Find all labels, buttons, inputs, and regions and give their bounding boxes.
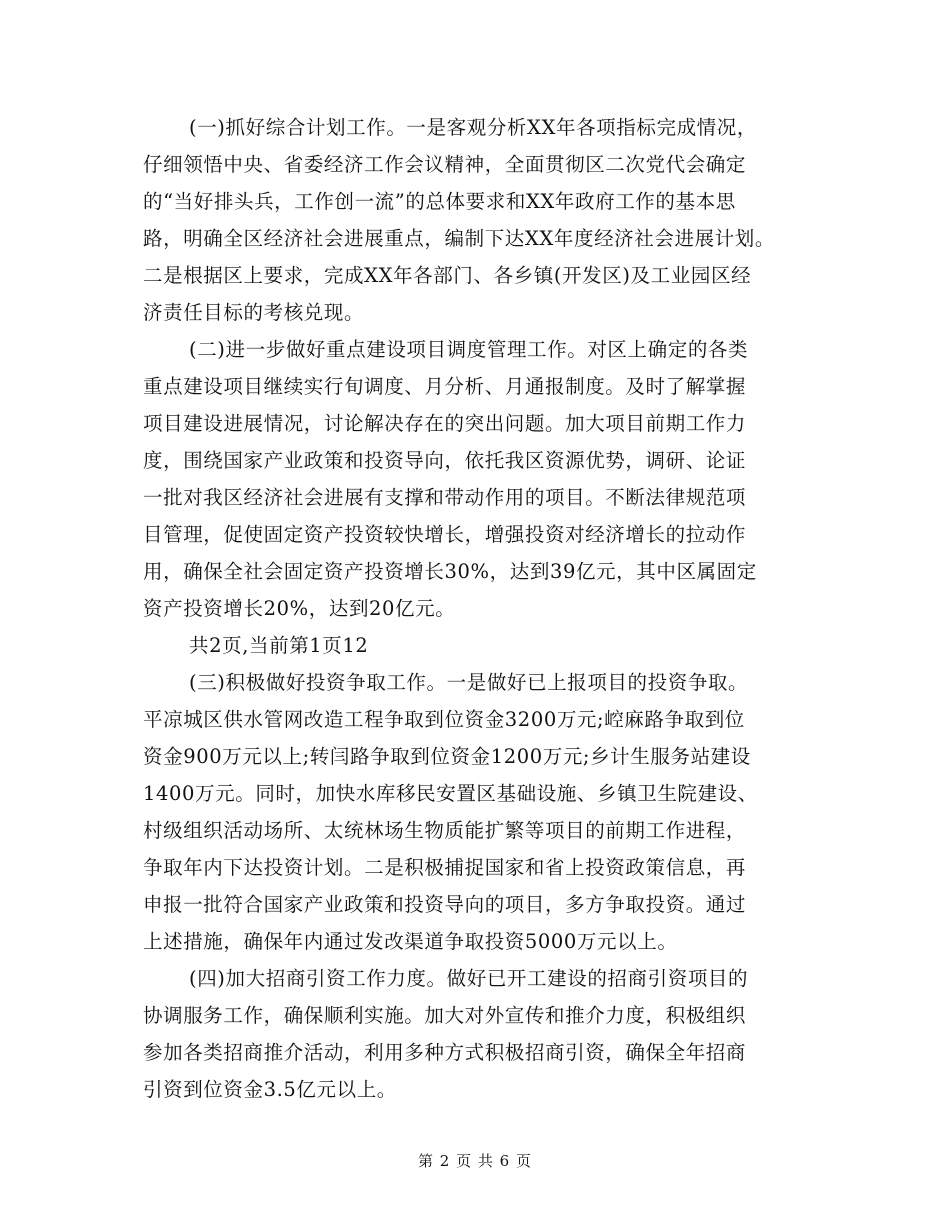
- page-footer: 第 2 页 共 6 页: [418, 1152, 532, 1170]
- text-line: 平凉城区供水管网改造工程争取到位资金3200万元;崆麻路争取到位: [143, 708, 745, 731]
- text-line: 仔细领悟中央、省委经济工作会议精神，全面贯彻区二次党代会确定: [143, 153, 747, 176]
- text-line: (四)加大招商引资工作力度。做好已开工建设的招商引资项目的: [189, 967, 749, 990]
- text-line: 目管理，促使固定资产投资较快增长，增强投资对经济增长的拉动作: [143, 523, 747, 546]
- text-line: 协调服务工作，确保顺利实施。加大对外宣传和推介力度，积极组织: [143, 1004, 747, 1027]
- text-line: 重点建设项目继续实行旬调度、月分析、月通报制度。及时了解掌握: [143, 375, 747, 398]
- text-line: (二)进一步做好重点建设项目调度管理工作。对区上确定的各类: [189, 338, 749, 361]
- text-line: 资产投资增长20%，达到20亿元。: [143, 597, 456, 620]
- text-line: 项目建设进展情况，讨论解决存在的突出问题。加大项目前期工作力: [143, 412, 747, 435]
- text-line: 度，围绕国家产业政策和投资导向，依托我区资源优势，调研、论证: [143, 449, 747, 472]
- text-line: 村级组织活动场所、太统林场生物质能扩繁等项目的前期工作进程，: [143, 819, 747, 842]
- text-line: 用，确保全社会固定资产投资增长30%，达到39亿元，其中区属固定: [143, 560, 757, 583]
- text-line: 一批对我区经济社会进展有支撑和带动作用的项目。不断法律规范项: [143, 486, 747, 509]
- text-line: 济责任目标的考核兑现。: [143, 301, 365, 324]
- text-line: (三)积极做好投资争取工作。一是做好已上报项目的投资争取。: [189, 671, 749, 694]
- text-line: 资金900万元以上;转闫路争取到位资金1200万元;乡计生服务站建设: [143, 745, 751, 768]
- page-count-note: 共2页,当前第1页12: [189, 634, 369, 657]
- text-line: 二是根据区上要求，完成XX年各部门、各乡镇(开发区)及工业园区经: [143, 264, 752, 287]
- text-line: 上述措施，确保年内通过发改渠道争取投资5000万元以上。: [143, 930, 678, 953]
- text-line: 1400万元。同时，加快水库移民安置区基础设施、乡镇卫生院建设、: [143, 782, 758, 805]
- text-line: (一)抓好综合计划工作。一是客观分析XX年各项指标完成情况，: [189, 116, 757, 139]
- text-line: 申报一批符合国家产业政策和投资导向的项目，多方争取投资。通过: [143, 893, 747, 916]
- text-line: 路，明确全区经济社会进展重点，编制下达XX年度经济社会进展计划。: [143, 227, 775, 250]
- text-line: 争取年内下达投资计划。二是积极捕捉国家和省上投资政策信息，再: [143, 856, 747, 879]
- text-line: 的“当好排头兵，工作创一流”的总体要求和XX年政府工作的基本思: [143, 190, 736, 213]
- text-line: 引资到位资金3.5亿元以上。: [143, 1078, 397, 1101]
- text-line: 参加各类招商推介活动，利用多种方式积极招商引资，确保全年招商: [143, 1041, 747, 1064]
